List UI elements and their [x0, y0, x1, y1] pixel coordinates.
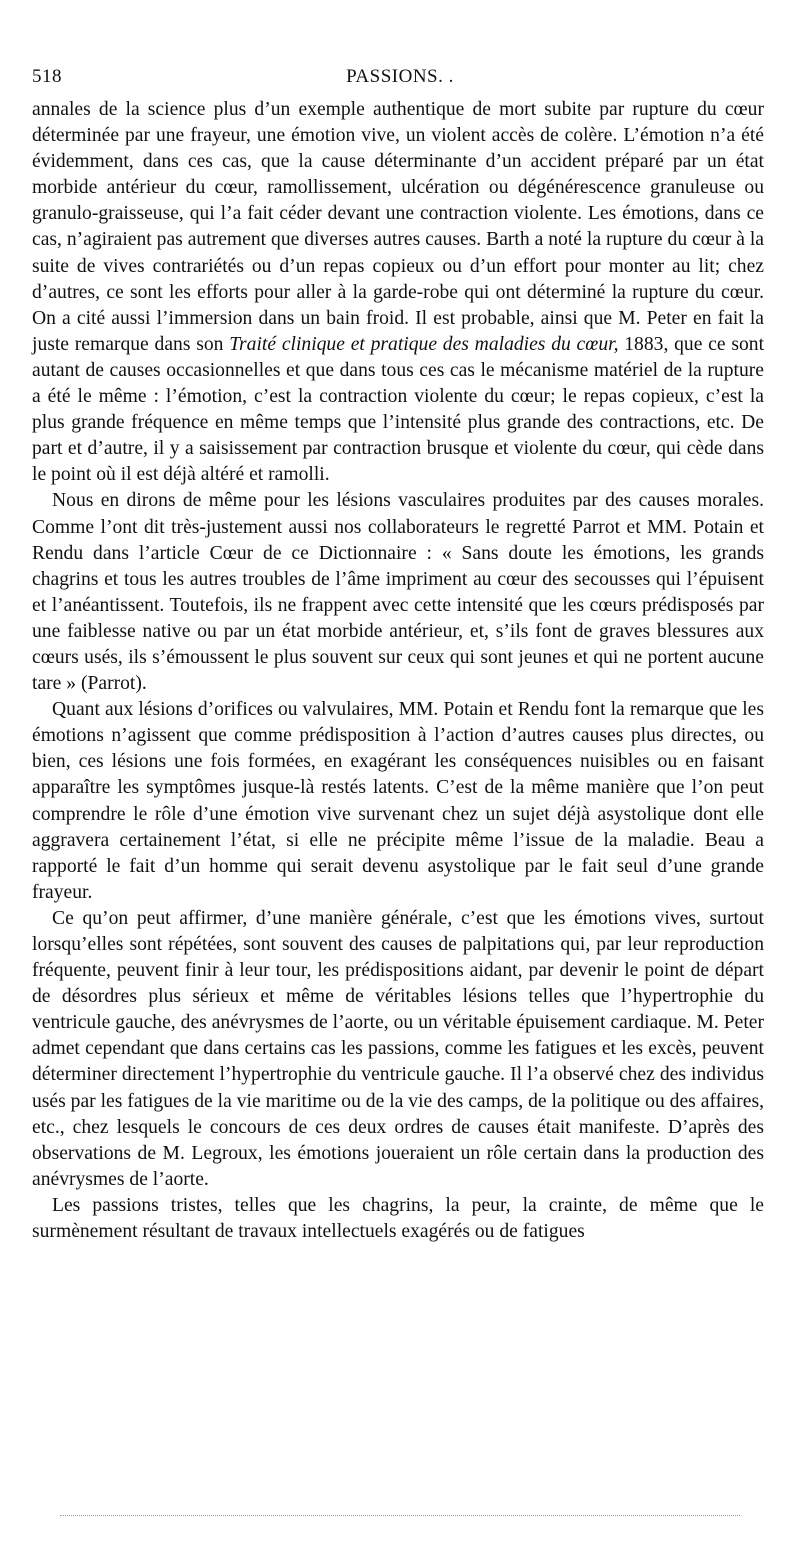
paragraph-2: Nous en dirons de même pour les lésions vasculaires produites par des causes morales. Comme l’ont dit très-justement aussi nos collaborateurs le regretté Parrot et MM. Potain et Rendu dans l’article Cœur de ce Dictionnaire : « Sans doute les émotions, les grands chagrins et tous les autres troubles de l’âme impriment au cœur des secousses qui l’épuisent et l’anéantissent. Toutefois, ils ne frappent avec cette intensité que les cœurs prédisposés par une faiblesse native ou par un état morbide antérieur, et, s’ils font de graves blessures aux cœurs usés, ils s’émoussent le plus souvent sur ceux qui sont jeunes et qui ne portent aucune tare » (Parrot). [32, 490, 764, 695]
paragraph-1: annales de la science plus d’un exemple authentique de mort subite par rupture du cœur déterminée par une frayeur, une émotion vive, un violent accès de colère. L’émotion n’a été évidemment, dans ces cas, que la cause déterminante d’un accident préparé par un état morbide antérieur du cœur, ramollissement, ulcération ou dégénérescence granuleuse ou granulo-graisseuse, qui l’a fait céder devant une contraction violente. Les émotions, dans ce cas, n’agiraient pas autrement que diverses autres causes. Barth a noté la rupture du cœur à la suite de vives contrariétés ou d’un repas copieux ou d’un effort pour monter au lit; chez d’autres, ce sont les efforts pour aller à la garde-robe qui ont déterminé la rupture du cœur. On a cité aussi l’immersion dans un bain froid. Il est probable, ainsi que M. Peter en fait la juste remarque dans son Traité clinique et pratique des maladies du cœur, 1883, que ce sont autant de causes occasionnelles et que dans tous ces cas le mécanisme matériel de la rupture a été le même : l’émotion, c’est la contraction violente du cœur; le repas copieux, c’est la plus grande fréquence en même temps que l’intensité plus grande des contractions, etc. De part et d’autre, il y a saisissement par contraction brusque et violente du cœur, qui cède dans le point où il est déjà altéré et ramolli. [32, 99, 765, 486]
page-number: 518 [32, 66, 62, 87]
paragraph-5: Les passions tristes, telles que les chagrins, la peur, la crainte, de même que le surmènement résultant de travaux intellectuels exagérés ou de fatigues [32, 1194, 764, 1243]
paragraph-4: Ce qu’on peut affirmer, d’une manière générale, c’est que les émotions vives, surtout lorsqu’elles sont répétées, sont souvent des causes de palpitations qui, par leur reproduction fréquente, peuvent finir à leur tour, les prédispositions aidant, par devenir le point de départ de désordres plus sérieux et même de véritables lésions telles que l’hypertrophie du ventricule gauche, des anévrysmes de l’aorte, ou un véritable épuisement cardiaque. M. Peter admet cependant que dans certains cas les passions, comme les fatigues et les excès, peuvent déterminer directement l’hypertrophie du ventricule gauche. Il l’a observé chez des individus usés par les fatigues de la vie maritime ou de la vie des camps, de la politique ou des affaires, etc., chez lesquels le concours de ces deux ordres de causes était manifeste. D’après des observations de M. Legroux, les émotions joueraient un rôle certain dans la production des anévrysmes de l’aorte. [32, 907, 764, 1190]
book-title: Traité clinique et pratique des maladies du cœur, [229, 333, 619, 355]
page-header [32, 66, 768, 92]
body-text [32, 97, 764, 1245]
footer-rule [60, 1515, 740, 1516]
paragraph-3: Quant aux lésions d’orifices ou valvulaires, MM. Potain et Rendu font la remarque que les émotions n’agissent que comme prédisposition à l’action d’autres causes plus directes, ou bien, ces lésions une fois formées, en exagérant les conséquences nuisibles ou en faisant apparaître les symptômes jusque-là restés latents. C’est de la même manière que l’on peut comprendre le rôle d’une émotion vive survenant chez un sujet déjà asystolique dont elle aggravera certainement l’état, si elle ne précipite même l’issue de la maladie. Beau a rapporté le fait d’un homme qui serait devenu asystolique par le fait seul d’une grande frayeur. [32, 699, 764, 903]
running-title: PASSIONS. . [346, 66, 454, 87]
